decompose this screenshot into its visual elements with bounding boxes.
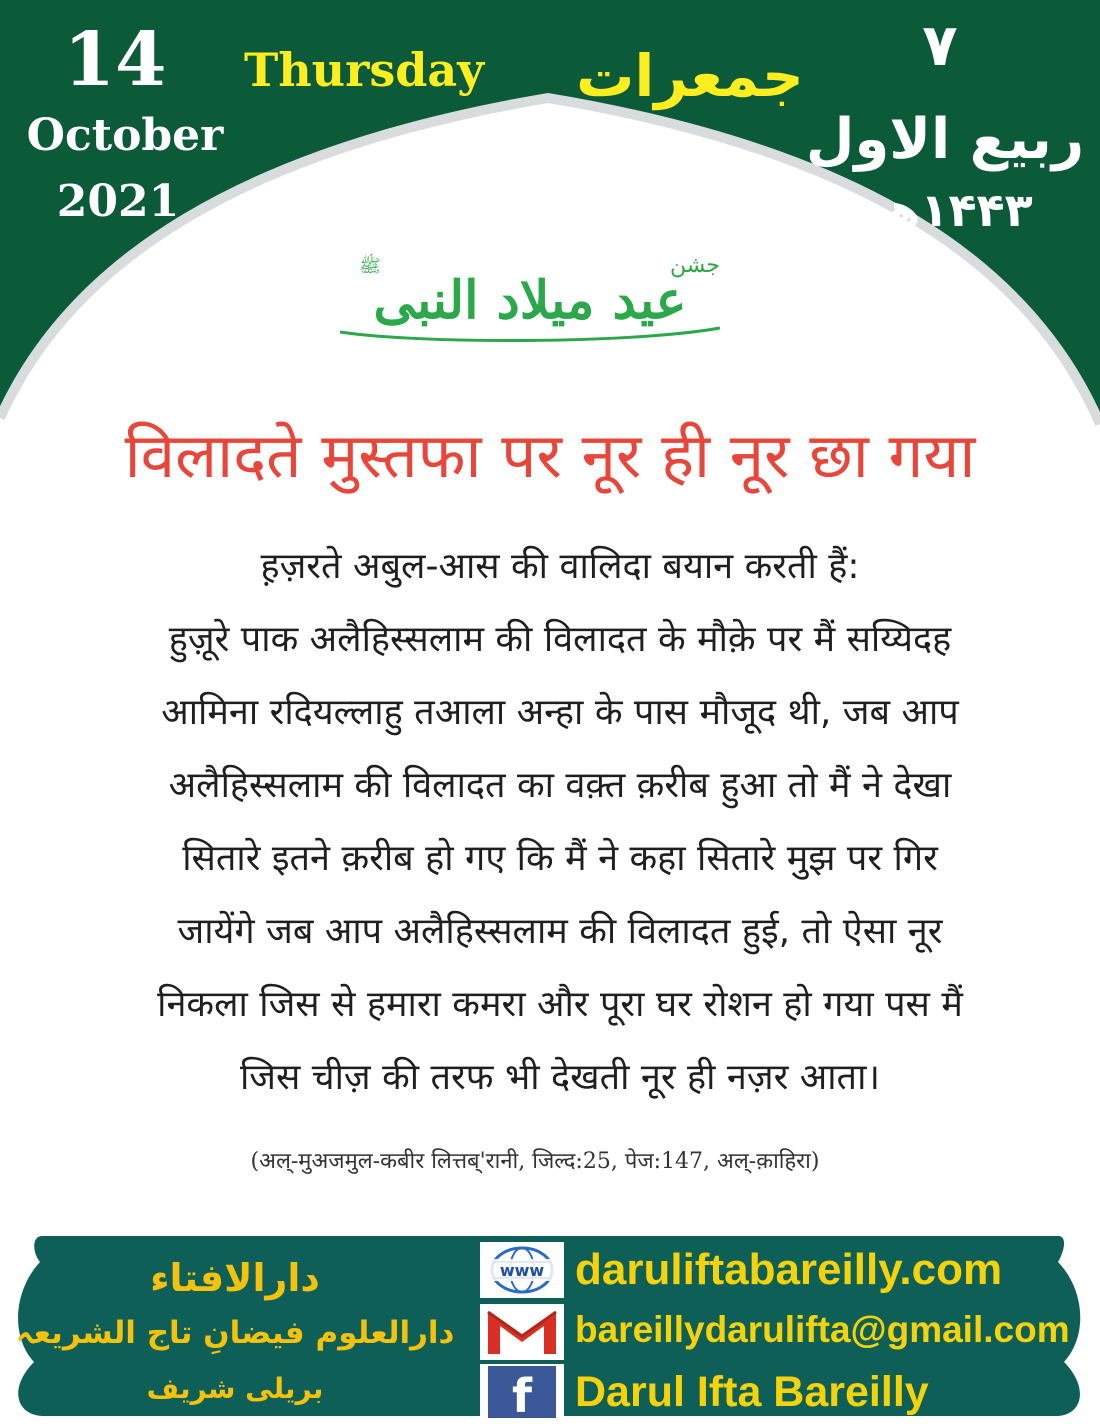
footer-org-city: بریلی شریف — [146, 1372, 324, 1405]
facebook-glyph: f — [511, 1369, 533, 1420]
svg-text:عید میلاد النبی: عید میلاد النبی — [373, 270, 687, 331]
weekday-english: Thursday — [244, 43, 484, 97]
article-title: विलादते मुस्तफा पर नूर ही नूर छा गया — [124, 419, 976, 492]
article-line: सितारे इतने क़रीब हो गए कि मैं ने कहा सितारे मुझ पर गिर — [182, 838, 938, 879]
gmail-icon — [480, 1304, 564, 1360]
article-line: ह़ज़रते अबुल-आस की वालिदा बयान करती हैं: — [260, 546, 860, 587]
hijri-month: ربیع الاول — [805, 107, 1085, 172]
www-label: www — [499, 1261, 545, 1280]
weekday-urdu: جمعرات — [576, 42, 804, 110]
article-body — [60, 530, 1060, 1114]
email-link[interactable]: bareillydarulifta@gmail.com — [575, 1309, 1070, 1350]
hijri-day: ٧ — [922, 11, 958, 79]
facebook-link[interactable]: Darul Ifta Bareilly — [575, 1368, 929, 1416]
article-line: जायेंगे जब आप अलैहिस्सलाम की विलादत हुई, तो ऐसा नूर — [177, 911, 943, 952]
article-line: आमिना रदियल्लाहु तआला अन्हा के पास मौजूद थी, जब आप — [161, 692, 959, 733]
facebook-icon — [480, 1364, 564, 1420]
date-year: 2021 — [56, 176, 180, 227]
article-line: निकला जिस से हमारा कमरा और पूरा घर रोशन हो गया पस मैं — [157, 984, 963, 1025]
date-day: 14 — [63, 17, 167, 103]
svg-text:جشن: جشن — [670, 253, 720, 278]
globe-www-icon — [480, 1242, 564, 1298]
article-line: अलैहिस्सलाम की विलादत का वक़्त क़रीब हुआ तो मैं ने देखा — [168, 765, 952, 806]
date-month: October — [26, 110, 224, 161]
svg-text:ﷺ: ﷺ — [359, 256, 381, 277]
footer-org-title: دارالافتاء — [150, 1256, 320, 1300]
website-link[interactable]: daruliftabareilly.com — [575, 1245, 1003, 1294]
eid-milad-calligraphy-logo — [300, 236, 760, 346]
article-line: जिस चीज़ की तरफ भी देखती नूर ही नज़र आता। — [239, 1057, 881, 1098]
citation: (अल्-मुअजमुल-कबीर लित्तब्'रानी, जिल्द:25, पेज:147, अल्-क़ाहिरा) — [250, 1149, 820, 1174]
article-line: हुज़ूरे पाक अलैहिस्सलाम की विलादत के मौक़े पर मैं सय्यिदह — [168, 619, 952, 660]
footer-org-name: دارالعلوم فیضانِ تاج الشریعہ — [15, 1315, 455, 1351]
hijri-year: ۱۴۴۳ھ — [877, 183, 1033, 237]
